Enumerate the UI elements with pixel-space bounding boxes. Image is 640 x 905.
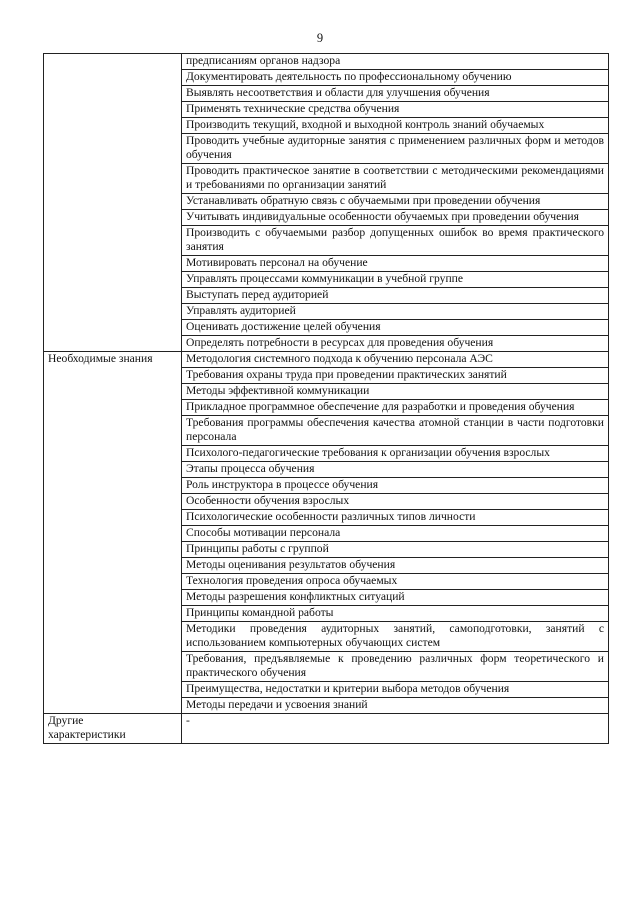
table-cell-item: Преимущества, недостатки и критерии выбора методов обучения bbox=[182, 682, 609, 698]
table-cell-item: Выступать перед аудиторией bbox=[182, 288, 609, 304]
table-cell-item: Прикладное программное обеспечение для разработки и проведения обучения bbox=[182, 400, 609, 416]
table-cell-item: Выявлять несоответствия и области для улучшения обучения bbox=[182, 86, 609, 102]
section-label-line: характеристики bbox=[48, 728, 126, 741]
table-cell-item: Требования программы обеспечения качества атомной станции в части подготовки персонала bbox=[182, 416, 609, 446]
table-body bbox=[44, 54, 609, 744]
table-cell-item: Требования охраны труда при проведении практических занятий bbox=[182, 368, 609, 384]
table-cell-item: Проводить практическое занятие в соответствии с методическими рекомендациями и требованиями по организации занятий bbox=[182, 164, 609, 194]
table-cell-item: Методология системного подхода к обучению персонала АЭС bbox=[182, 352, 609, 368]
table-cell-item: Методы оценивания результатов обучения bbox=[182, 558, 609, 574]
table-cell-item: Методы передачи и усвоения знаний bbox=[182, 698, 609, 714]
table-cell-item: Устанавливать обратную связь с обучаемыми при проведении обучения bbox=[182, 194, 609, 210]
table-cell-item: Психологические особенности различных типов личности bbox=[182, 510, 609, 526]
table-cell-item: Управлять процессами коммуникации в учебной группе bbox=[182, 272, 609, 288]
table-cell-item: Принципы командной работы bbox=[182, 606, 609, 622]
section-label: Необходимые знания bbox=[44, 352, 182, 714]
table-cell-item: Особенности обучения взрослых bbox=[182, 494, 609, 510]
table-cell-item: - bbox=[182, 714, 609, 744]
table-cell-item: Методы эффективной коммуникации bbox=[182, 384, 609, 400]
table-row bbox=[44, 352, 609, 368]
table-cell-item: Применять технические средства обучения bbox=[182, 102, 609, 118]
table-cell-item: Оценивать достижение целей обучения bbox=[182, 320, 609, 336]
table-cell-item: Методы разрешения конфликтных ситуаций bbox=[182, 590, 609, 606]
qualification-table bbox=[43, 53, 609, 744]
table-cell-item: Технология проведения опроса обучаемых bbox=[182, 574, 609, 590]
table-cell-item: предписаниям органов надзора bbox=[182, 54, 609, 70]
table-cell-item: Определять потребности в ресурсах для проведения обучения bbox=[182, 336, 609, 352]
table-cell-item: Способы мотивации персонала bbox=[182, 526, 609, 542]
page-number: 9 bbox=[316, 31, 324, 45]
table-cell-item: Мотивировать персонал на обучение bbox=[182, 256, 609, 272]
table-row bbox=[44, 54, 609, 70]
table-cell-item: Проводить учебные аудиторные занятия с применением различных форм и методов обучения bbox=[182, 134, 609, 164]
table-cell-item: Психолого-педагогические требования к организации обучения взрослых bbox=[182, 446, 609, 462]
table-cell-item: Производить текущий, входной и выходной контроль знаний обучаемых bbox=[182, 118, 609, 134]
table-cell-item: Принципы работы с группой bbox=[182, 542, 609, 558]
table-cell-item: Управлять аудиторией bbox=[182, 304, 609, 320]
table-cell-item: Учитывать индивидуальные особенности обучаемых при проведении обучения bbox=[182, 210, 609, 226]
table-cell-item: Этапы процесса обучения bbox=[182, 462, 609, 478]
table-cell-item: Роль инструктора в процессе обучения bbox=[182, 478, 609, 494]
section-label bbox=[44, 54, 182, 352]
table-cell-item: Документировать деятельность по профессиональному обучению bbox=[182, 70, 609, 86]
table-cell-item: Требования, предъявляемые к проведению различных форм теоретического и практического обучения bbox=[182, 652, 609, 682]
table-cell-item: Производить с обучаемыми разбор допущенных ошибок во время практического занятия bbox=[182, 226, 609, 256]
section-label-line: Другие bbox=[48, 714, 84, 727]
section-label bbox=[44, 714, 182, 744]
table-row bbox=[44, 714, 609, 744]
table-cell-item: Методики проведения аудиторных занятий, самоподготовки, занятий с использованием компьютерных обучающих систем bbox=[182, 622, 609, 652]
